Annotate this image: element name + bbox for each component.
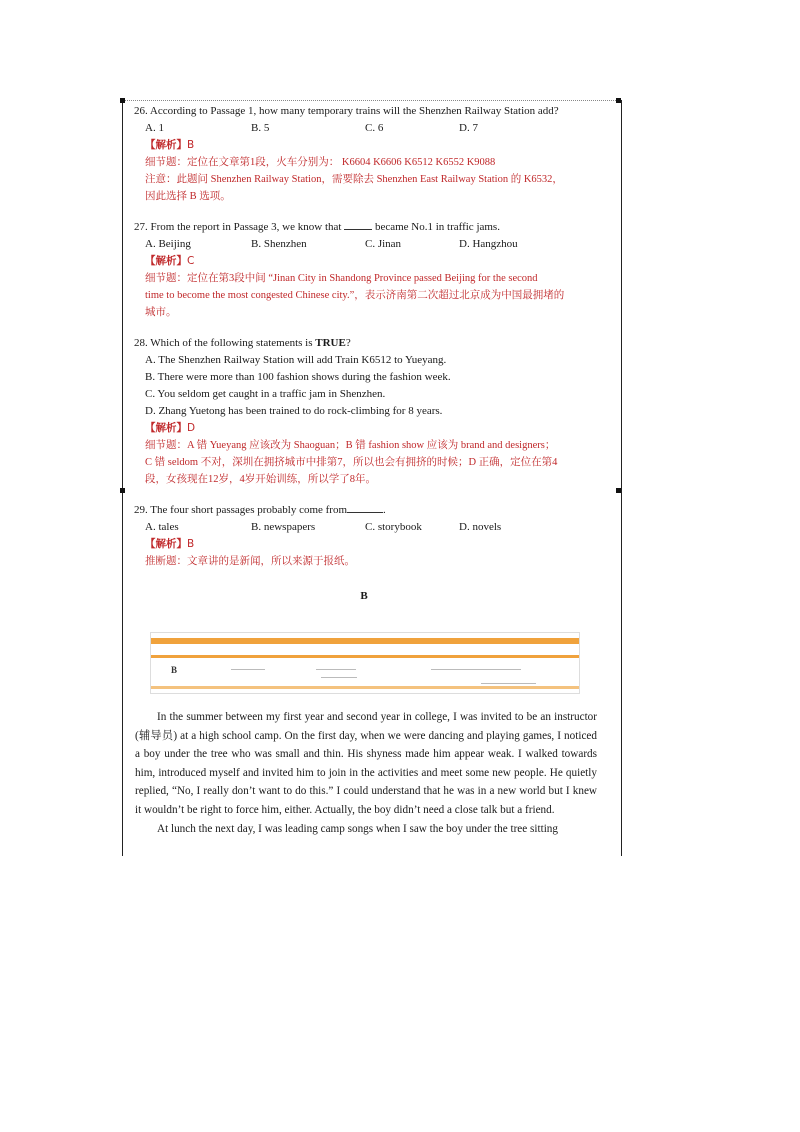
question-stem: 26. According to Passage 1, how many temporary trains will the Shenzhen Railway Station add?	[134, 105, 559, 117]
resize-handle-mid-right[interactable]	[616, 488, 621, 493]
answer-tag: 【解析】	[145, 538, 187, 550]
frame-top-border	[122, 100, 618, 101]
option-b: B. 5	[251, 122, 270, 134]
option-b: B. Shenzhen	[251, 238, 307, 250]
explanation-line: 推断题：文章讲的是新闻，所以来源于报纸。	[145, 556, 355, 567]
banner-faint-text	[231, 669, 265, 670]
stem-text: 29. The four short passages probably come from	[134, 504, 348, 516]
question-27	[134, 219, 604, 321]
answer-tag: 【解析】	[145, 139, 187, 151]
banner-faint-text	[431, 669, 521, 670]
option-c: C. Jinan	[365, 238, 402, 250]
explanation-line: 细节题：定位在第3段中间 “Jinan City in Shandong Province passed Beijing for the second	[145, 273, 538, 284]
question-stem	[134, 502, 604, 519]
passage-banner-image	[150, 632, 580, 694]
explanation-line: C 错 seldom 不对，深圳在拥挤城市中排第7，所以也会有拥挤的时候；D 正确，定位在第4	[145, 457, 558, 468]
statement-b: B. There were more than 100 fashion shows during the fashion week.	[145, 371, 451, 383]
banner-letter: B	[171, 665, 178, 675]
answer-line	[134, 253, 604, 270]
stem-emphasis: TRUE	[315, 337, 346, 349]
option-row	[134, 120, 604, 137]
banner-stripe	[151, 638, 579, 644]
explanation-line: 细节题：A 错 Yueyang 应该改为 Shaoguan；B 错 fashion show 应该为 brand and designers；	[145, 440, 556, 451]
question-stem	[134, 219, 604, 236]
section-heading: B	[360, 590, 368, 602]
answer-blank	[344, 219, 372, 230]
option-row	[134, 236, 604, 253]
stem-text: .	[383, 504, 386, 516]
answer-blank	[347, 502, 383, 513]
answer-line	[134, 536, 604, 553]
explanation-line: 城市。	[145, 307, 177, 318]
statement-a: A. The Shenzhen Railway Station will add Train K6512 to Yueyang.	[145, 354, 447, 366]
reading-passage	[135, 708, 597, 838]
question-26	[134, 103, 604, 205]
banner-faint-text	[316, 669, 356, 670]
answer-letter: B	[187, 139, 195, 151]
stem-text: became No.1 in traffic jams.	[374, 221, 500, 233]
answer-letter: B	[187, 538, 195, 550]
option-a: A. tales	[145, 521, 179, 533]
banner-stripe	[151, 655, 579, 658]
question-section	[134, 103, 604, 605]
stem-text: 27. From the report in Passage 3, we know that	[134, 221, 342, 233]
resize-handle-top-left[interactable]	[120, 98, 125, 103]
option-c: C. 6	[365, 122, 384, 134]
question-28	[134, 335, 604, 488]
stem-text: ?	[345, 337, 351, 349]
option-c: C. storybook	[365, 521, 422, 533]
question-stem	[134, 335, 604, 352]
answer-letter: C	[187, 255, 195, 267]
explanation-line: 注意：此题问 Shenzhen Railway Station，需要除去 Shenzhen East Railway Station 的 K6532，	[145, 174, 563, 185]
answer-line	[134, 420, 604, 437]
explanation-line: time to become the most congested Chinese city.”，表示济南第二次超过北京成为中国最拥堵的	[145, 290, 565, 301]
option-d: D. novels	[459, 521, 502, 533]
option-row	[134, 519, 604, 536]
answer-tag: 【解析】	[145, 255, 187, 267]
option-d: D. 7	[459, 122, 478, 134]
banner-stripe	[151, 686, 579, 689]
statement-d: D. Zhang Yuetong has been trained to do rock-climbing for 8 years.	[145, 405, 443, 417]
answer-letter: D	[187, 422, 196, 434]
resize-handle-top-right[interactable]	[616, 98, 621, 103]
banner-faint-text	[481, 683, 536, 684]
answer-tag: 【解析】	[145, 422, 187, 434]
option-a: A. 1	[145, 122, 164, 134]
resize-handle-mid-left[interactable]	[120, 488, 125, 493]
answer-line	[134, 137, 604, 154]
option-b: B. newspapers	[251, 521, 316, 533]
question-29	[134, 502, 604, 570]
statement-c: C. You seldom get caught in a traffic jam in Shenzhen.	[145, 388, 386, 400]
explanation-line: 段，女孩现在12岁，4岁开始训练，所以学了8年。	[145, 474, 376, 485]
passage-paragraph: At lunch the next day, I was leading camp songs when I saw the boy under the tree sitting	[157, 822, 558, 835]
option-d: D. Hangzhou	[459, 238, 518, 250]
explanation-line: 因此选择 B 选项。	[145, 191, 231, 202]
option-a: A. Beijing	[145, 238, 191, 250]
stem-text: 28. Which of the following statements is	[134, 337, 316, 349]
explanation-line: 细节题：定位在文章第1段，火车分别为： K6604 K6606 K6512 K6552 K9088	[145, 157, 496, 168]
passage-paragraph: In the summer between my first year and second year in college, I was invited to be an instructor (辅导员) at a high school camp. On the first day, when we were dancing and playing games, I noticed a boy under the tree who was small and thin. His shyness made him appear weak. I walked towards him, introduced myself and invited him to join in the activities and meet some new people. He quietly replied, “No, I really don’t want to do this.” I could understand that he was in a new world but I knew it wouldn’t be right to force him, either. Actually, the boy didn’t need a close talk but a friend.	[135, 711, 597, 816]
banner-faint-text	[321, 677, 357, 678]
